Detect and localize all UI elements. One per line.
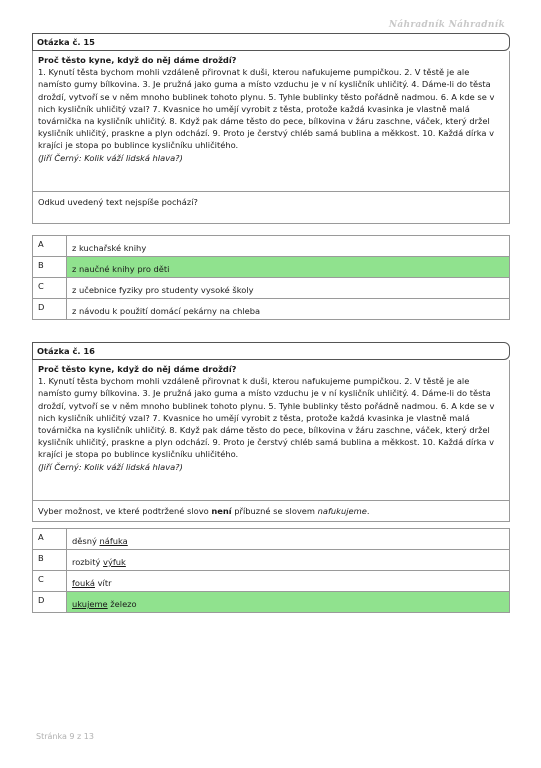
answer-option-b[interactable] (33, 550, 510, 571)
answer-suffix: vítr (95, 578, 112, 588)
answer-text[interactable] (67, 550, 510, 571)
answer-text[interactable]: z naučné knihy pro děti (67, 257, 510, 278)
question-16-instruction (32, 501, 510, 522)
answer-text[interactable]: z učebnice fyziky pro studenty vysoké školy (67, 278, 510, 299)
passage-text: 1. Kynutí těsta bychom mohli vzdáleně přirovnat k duši, kterou nafukujeme pumpičkou. 2. V těstě je ale namísto gumy bílkovina. 3. Je pružná jako guma a místo vzduchu je v ní kysličník uhličitý. 4. Dáme-li do těsta droždí, vytvoří se v něm mnoho bublinek tohoto plynu. 5. Tyhle bublinky těsto pořádně nadmou. 6. A kde se v nich kysličník uhličitý vzal? 7. Kvasnice ho umějí vyrobit z těsta, protože každá kvasinka je vlastně malá továrnička na kysličník uhličitý. 8. Když pak dáme těsto do pece, bílkovina v žáru zaschne, váček, který držel kysličník uhličitý, praskne a plyn odchází. 9. Proto je čerstvý chléb samá bublina a měkkost. 10. Každá dírka v krajíci je stopa po bublince kysličníku uhličitého. (38, 67, 495, 151)
answer-option-c[interactable] (33, 571, 510, 592)
passage-source: (Jiří Černý: Kolik váží lidská hlava?) (38, 461, 183, 472)
passage-heading: Proč těsto kyne, když do něj dáme droždí? (38, 364, 237, 374)
answer-option-a[interactable] (33, 529, 510, 550)
instruction-text: Vyber možnost, ve které podtržené slovo (38, 506, 212, 516)
answer-option-b[interactable] (33, 257, 510, 278)
answer-letter: D (33, 299, 67, 320)
answer-letter: B (33, 257, 67, 278)
question-16-answers (32, 528, 510, 613)
passage-source: (Jiří Černý: Kolik váží lidská hlava?) (38, 152, 183, 163)
answer-text[interactable] (67, 529, 510, 550)
answer-option-d[interactable] (33, 592, 510, 613)
question-15-passage (32, 51, 510, 192)
question-16-passage (32, 360, 510, 501)
answer-option-a[interactable] (33, 236, 510, 257)
question-16-title: Otázka č. 16 (32, 342, 510, 360)
answer-letter: A (33, 529, 67, 550)
header-watermark: Náhradník Náhradník (388, 20, 505, 30)
answer-prefix: děsný (72, 536, 100, 546)
answer-prefix: rozbitý (72, 557, 104, 567)
passage-heading: Proč těsto kyne, když do něj dáme droždí? (38, 55, 237, 65)
question-15-instruction: Odkud uvedený text nejspíše pochází? (32, 192, 510, 224)
instruction-text: . (366, 506, 370, 516)
question-15-answers (32, 235, 510, 320)
answer-letter: D (33, 592, 67, 613)
answer-underlined-word: výfuk (103, 557, 126, 567)
answer-text[interactable]: z kuchařské knihy (67, 236, 510, 257)
answer-letter: C (33, 571, 67, 592)
answer-underlined-word: fouká (72, 578, 95, 588)
answer-letter: C (33, 278, 67, 299)
answer-option-d[interactable] (33, 299, 510, 320)
instruction-emphasis: není (211, 506, 232, 516)
answer-option-c[interactable] (33, 278, 510, 299)
answer-underlined-word: náfuka (99, 536, 128, 546)
instruction-keyword: nafukujeme (317, 506, 367, 516)
passage-text: 1. Kynutí těsta bychom mohli vzdáleně přirovnat k duši, kterou nafukujeme pumpičkou. 2. V těstě je ale namísto gumy bílkovina. 3. Je pružná jako guma a místo vzduchu je v ní kysličník uhličitý. 4. Dáme-li do těsta droždí, vytvoří se v něm mnoho bublinek tohoto plynu. 5. Tyhle bublinky těsto pořádně nadmou. 6. A kde se v nich kysličník uhličitý vzal? 7. Kvasnice ho umějí vyrobit z těsta, protože každá kvasinka je vlastně malá továrnička na kysličník uhličitý. 8. Když pak dáme těsto do pece, bílkovina v žáru zaschne, váček, který držel kysličník uhličitý, praskne a plyn odchází. 9. Proto je čerstvý chléb samá bublina a měkkost. 10. Každá dírka v krajíci je stopa po bublince kysličníku uhličitého. (38, 376, 495, 460)
page-number: Stránka 9 z 13 (36, 732, 94, 741)
instruction-text: příbuzné se slovem (231, 506, 318, 516)
answer-letter: B (33, 550, 67, 571)
question-15-title: Otázka č. 15 (32, 33, 510, 51)
answer-underlined-word: ukujeme (72, 599, 108, 609)
answer-letter: A (33, 236, 67, 257)
answer-suffix: železo (107, 599, 137, 609)
answer-text[interactable]: z návodu k použití domácí pekárny na chleba (67, 299, 510, 320)
answer-text[interactable] (67, 592, 510, 613)
answer-text[interactable] (67, 571, 510, 592)
